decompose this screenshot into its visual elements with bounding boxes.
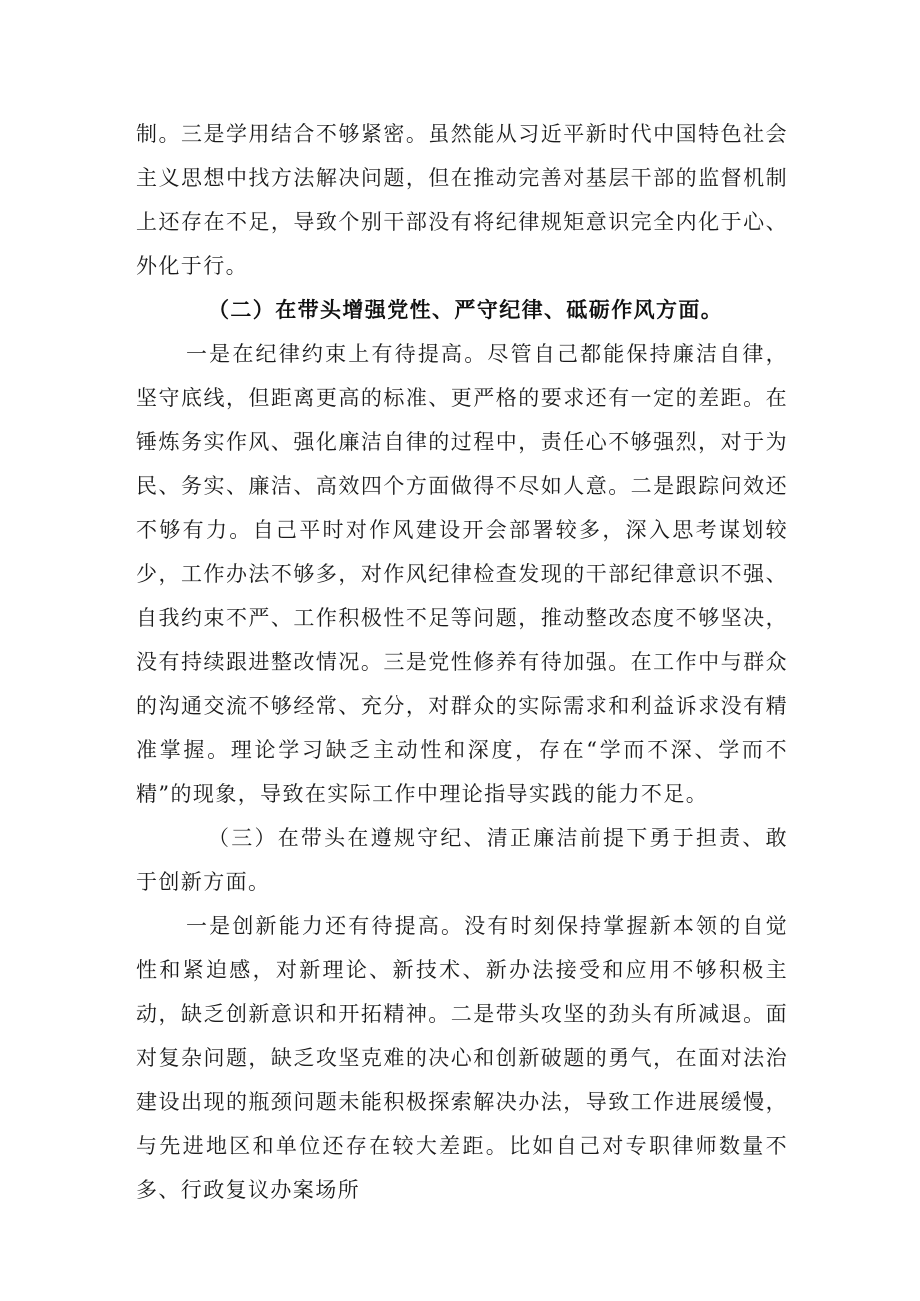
paragraph-1: 制。三是学用结合不够紧密。虽然能从习近平新时代中国特色社会主义思想中找方法解决问题，但在推动完善对基层干部的监督机制上还存在不足，导致个别干部没有将纪律规矩意识完全内化于心、外化于行。: [136, 122, 788, 278]
section-heading-3: （三）在带头在遵规守纪、清正廉洁前提下勇于担责、敢于创新方面。: [136, 826, 788, 894]
paragraph-2: 一是在纪律约束上有待提高。尽管自己都能保持廉洁自律，坚守底线，但距离更高的标准、更严格的要求还有一定的差距。在锤炼务实作风、强化廉洁自律的过程中，责任心不够强烈，对于为民、务实、廉洁、高效四个方面做得不尽如人意。二是跟踪问效还不够有力。自己平时对作风建设开会部署较多，深入思考谋划较少，工作办法不够多，对作风纪律检查发现的干部纪律意识不强、自我约束不严、工作积极性不足等问题，推动整改态度不够坚决，没有持续跟进整改情况。三是党性修养有待加强。在工作中与群众的沟通交流不够经常、充分，对群众的实际需求和利益诉求没有精准掌握。理论学习缺乏主动性和深度，存在“学而不深、学而不精”的现象，导致在实际工作中理论指导实践的能力不足。: [136, 342, 788, 806]
paragraph-3: 一是创新能力还有待提高。没有时刻保持掌握新本领的自觉性和紧迫感，对新理论、新技术、新办法接受和应用不够积极主动，缺乏创新意识和开拓精神。二是带头攻坚的劲头有所减退。面对复杂问题，缺乏攻坚克难的决心和创新破题的勇气，在面对法治建设出现的瓶颈问题未能积极探索解决办法，导致工作进展缓慢，与先进地区和单位还存在较大差距。比如自己对专职律师数量不多、行政复议办案场所: [136, 914, 788, 1202]
section-heading-3-container: [136, 816, 788, 904]
paragraph-3-container: [136, 904, 788, 1212]
section-heading-2: （二）在带头增强党性、严守纪律、砥砺作风方面。: [208, 298, 724, 322]
paragraph-2-container: [136, 332, 788, 816]
paragraph-1-container: [136, 112, 788, 288]
